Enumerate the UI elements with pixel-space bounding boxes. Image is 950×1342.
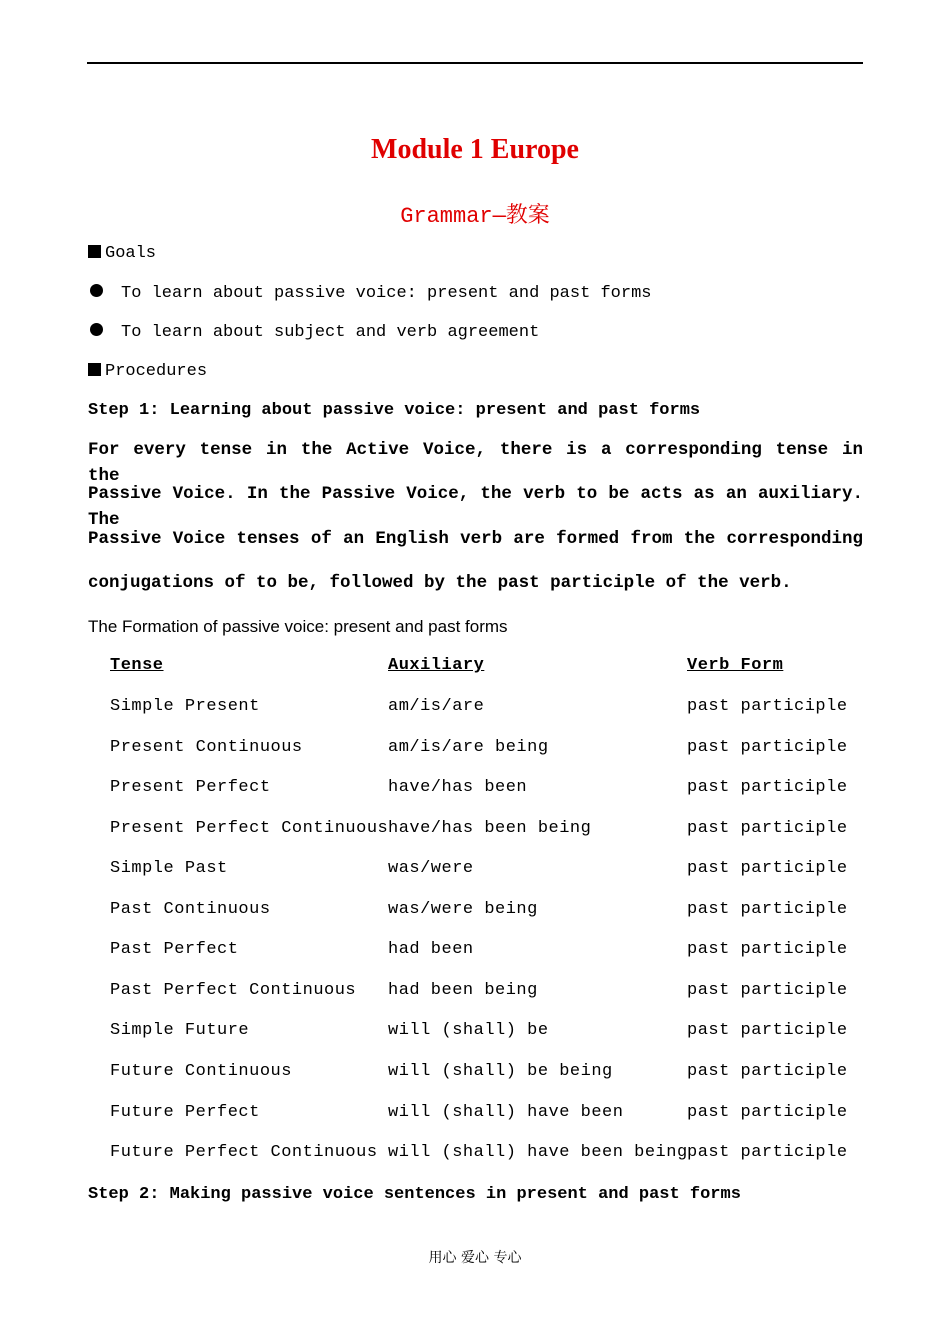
cell-auxiliary: had been xyxy=(388,940,474,959)
cell-tense: Simple Future xyxy=(110,1021,250,1040)
cell-tense: Future Continuous xyxy=(110,1062,292,1081)
goals-heading xyxy=(88,244,156,263)
header-rule xyxy=(87,62,863,64)
cell-auxiliary: was/were xyxy=(388,859,474,878)
goal-text: To learn about passive voice: present and past forms xyxy=(121,284,652,303)
cell-tense: Future Perfect Continuous xyxy=(110,1143,378,1162)
cell-tense: Past Perfect Continuous xyxy=(110,981,357,1000)
procedures-heading xyxy=(88,362,207,381)
step2-heading: Step 2: Making passive voice sentences in present and past forms xyxy=(88,1185,741,1204)
cell-auxiliary: will (shall) be xyxy=(388,1021,549,1040)
goal-item xyxy=(88,284,652,303)
cell-auxiliary: will (shall) be being xyxy=(388,1062,613,1081)
cell-verb-form: past participle xyxy=(687,1143,848,1162)
round-bullet-icon xyxy=(90,323,103,336)
cell-tense: Simple Past xyxy=(110,859,228,878)
header-verb-form: Verb Form xyxy=(687,656,784,675)
cell-verb-form: past participle xyxy=(687,738,848,757)
goal-text: To learn about subject and verb agreement xyxy=(121,323,540,342)
paragraph-line: For every tense in the Active Voice, there is a corresponding tense in the xyxy=(88,440,863,486)
page-title: Module 1 Europe xyxy=(371,134,579,165)
paragraph-line: Passive Voice. In the Passive Voice, the verb to be acts as an auxiliary. The xyxy=(88,484,863,531)
cell-verb-form: past participle xyxy=(687,940,848,959)
cell-verb-form: past participle xyxy=(687,697,848,716)
goals-heading-text: Goals xyxy=(105,244,157,263)
paragraph-line: Passive Voice tenses of an English verb are formed from the corresponding xyxy=(88,528,863,549)
step1-heading: Step 1: Learning about passive voice: present and past forms xyxy=(88,401,701,420)
paragraph-line: conjugations of to be, followed by the past participle of the verb. xyxy=(88,572,792,593)
cell-tense: Present Continuous xyxy=(110,738,303,757)
cell-auxiliary: had been being xyxy=(388,981,538,1000)
cell-auxiliary: was/were being xyxy=(388,900,538,919)
goal-item xyxy=(88,323,539,342)
cell-tense: Present Perfect Continuous xyxy=(110,819,389,838)
cell-verb-form: past participle xyxy=(687,1062,848,1081)
procedures-heading-text: Procedures xyxy=(105,362,208,381)
cell-auxiliary: have/has been xyxy=(388,778,528,797)
round-bullet-icon xyxy=(90,284,103,297)
cell-auxiliary: am/is/are being xyxy=(388,738,549,757)
header-auxiliary: Auxiliary xyxy=(388,656,485,675)
page-footer: 用心 爱心 专心 xyxy=(428,1250,522,1266)
cell-tense: Present Perfect xyxy=(110,778,271,797)
page-subtitle: Grammar—教案 xyxy=(400,204,550,229)
cell-verb-form: past participle xyxy=(687,981,848,1000)
square-bullet-icon xyxy=(88,245,101,258)
cell-tense: Past Continuous xyxy=(110,900,271,919)
table-caption: The Formation of passive voice: present and past forms xyxy=(88,617,508,636)
cell-verb-form: past participle xyxy=(687,1021,848,1040)
cell-verb-form: past participle xyxy=(687,900,848,919)
cell-verb-form: past participle xyxy=(687,1103,848,1122)
cell-verb-form: past participle xyxy=(687,859,848,878)
square-bullet-icon xyxy=(88,363,101,376)
cell-auxiliary: am/is/are xyxy=(388,697,485,716)
cell-tense: Future Perfect xyxy=(110,1103,260,1122)
header-tense: Tense xyxy=(110,656,164,675)
cell-verb-form: past participle xyxy=(687,819,848,838)
cell-tense: Past Perfect xyxy=(110,940,239,959)
intro-paragraph xyxy=(88,437,863,614)
cell-auxiliary: have/has been being xyxy=(388,819,592,838)
cell-verb-form: past participle xyxy=(687,778,848,797)
cell-tense: Simple Present xyxy=(110,697,260,716)
cell-auxiliary: will (shall) have been being xyxy=(388,1143,688,1162)
cell-auxiliary: will (shall) have been xyxy=(388,1103,624,1122)
